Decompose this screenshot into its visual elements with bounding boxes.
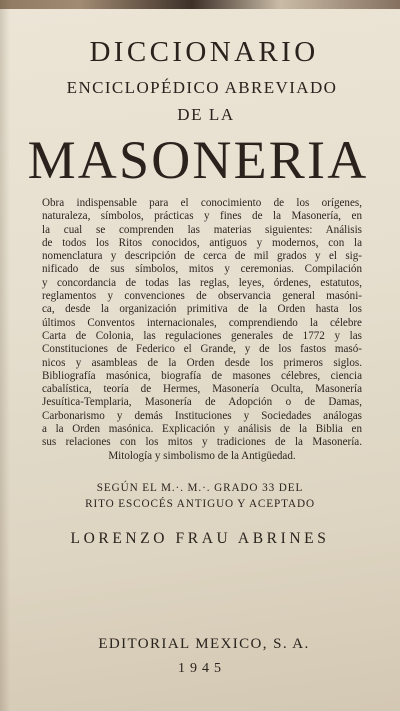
- description-line: nicos y asambleas de la Orden desde los primeros siglos.: [42, 356, 362, 369]
- description-line: Constituciones de Federico el Grande, y de los fastos masó-: [42, 343, 362, 356]
- description-line: Jesuítica-Templaria, Masonería de Adopción o de Damas,: [42, 396, 362, 409]
- main-title: MASONERIA: [27, 130, 369, 190]
- title-line-1: DICCIONARIO: [89, 36, 319, 68]
- description-line: últimos Conventos internacionales, comprendiendo la célebre: [42, 316, 362, 329]
- description-line: naturaleza, símbolos, prácticas y fines de la Masonería, en: [42, 210, 362, 223]
- grado-line-2: RITO ESCOCÉS ANTIGUO Y ACEPTADO: [85, 498, 315, 510]
- author-name: LORENZO FRAU ABRINES: [70, 530, 330, 547]
- description-line: Mitología y simbolismo de la Antigüedad.: [108, 449, 296, 462]
- title-line-2: ENCICLOPÉDICO ABREVIADO: [66, 78, 338, 97]
- description-line: Carbonarismo y demás Instituciones y Sociedades análogas: [42, 409, 362, 422]
- description-line: cabalística, teoría de Hermes, Masonería Oculta, Masonería: [42, 383, 362, 396]
- description-line: la cual se comprenden las materias siguientes: Análisis: [42, 223, 362, 236]
- description-line: nificado de sus símbolos, mitos y ceremonias. Compilación: [42, 263, 362, 276]
- description-line: Bibliografía masónica, biografía de masones célebres, ciencia: [42, 369, 362, 382]
- grado-line-1: SEGÚN EL M.·. M.·. GRADO 33 DEL: [96, 482, 304, 494]
- publisher: EDITORIAL MEXICO, S. A.: [98, 636, 310, 652]
- title-line-3: DE LA: [177, 105, 235, 124]
- description-line: a la Orden masónica. Explicación y análisis de la Biblia en: [42, 423, 362, 436]
- description-line: sus relaciones con los mitos y tradiciones de la Masonería.: [42, 436, 362, 449]
- background-strip: [0, 0, 400, 9]
- publication-year: 1945: [178, 661, 226, 676]
- description-line: ca, desde la organización primitiva de la Orden hasta los: [42, 303, 362, 316]
- description-line: y concordancia de todas las reglas, leyes, órdenes, estatutos,: [42, 276, 362, 289]
- description-line: Obra indispensable para el conocimiento de los orígenes,: [42, 197, 362, 209]
- description-line: nomenclatura y descripción de cerca de mil grados y el sig-: [42, 250, 362, 263]
- description-line: reglamentos y convenciones de observancia general masóni-: [42, 290, 362, 303]
- description-paragraph: [42, 197, 362, 463]
- description-line: Carta de Colonia, las regulaciones generales de 1772 y las: [42, 329, 362, 342]
- description-line: de todos los Ritos conocidos, antiguos y modernos, con la: [42, 236, 362, 249]
